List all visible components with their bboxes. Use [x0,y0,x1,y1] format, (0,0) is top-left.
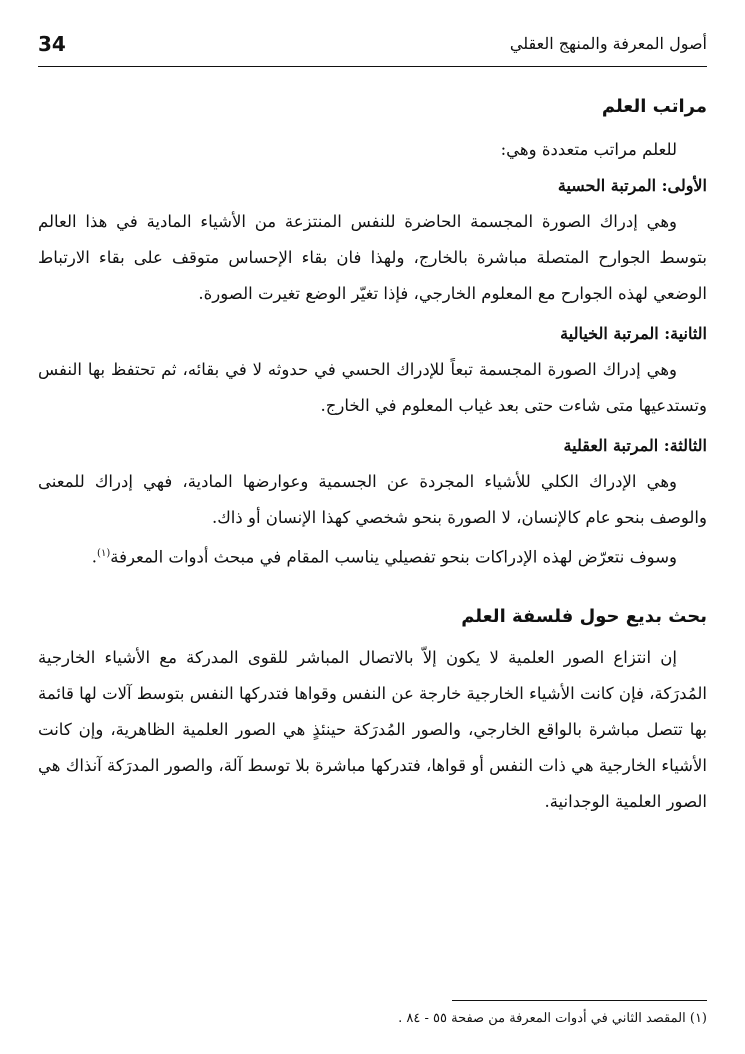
levels-intro: للعلم مراتب متعددة وهي: [500,140,677,159]
page-number: 34 [38,32,66,56]
philosophy-text: إن انتزاع الصور العلمية لا يكون إلاّ بالاتصال المباشر للقوى المدركة مع الأشياء الخارجية المُدرَكة، فإن كانت الأشياء الخارجية خارجة عن النفس وقواها فتدركها النفس بتوسط آلات لها قائمة بها تتصل مباشرة بالواقع الخارجي، والصور المُدرَكة حينئذٍ هي الصور العلمية الظاهرية، وإن كانت الأشياء الخارجية هي ذات النفس أو قواها، فتدركها مباشرة بلا توسط آلة، والصور المدرَكة آنذاك هي الصور العلمية الوجدانية. [38,647,707,811]
closing-text: وسوف نتعرّض لهذه الإدراكات بنحو تفصيلي يناسب المقام في مبحث أدوات المعرفة [110,547,677,567]
closing-end: . [91,547,98,567]
level-1-text: وهي إدراك الصورة المجسمة الحاضرة للنفس المنتزعة من الأشياء المادية في هذا العالم بتوسط الجوارح المتصلة مباشرة بالخارج، ولهذا فان بقاء الإحساس متوقف على بقاء الارتباط الوضعي لهذه الجوارح مع المعلوم الخارجي، فإذا تغيّر الوضع تغيرت الصورة. [38,212,707,303]
footnote-rule [452,1000,707,1001]
footnote-text: المقصد الثاني في أدوات المعرفة من صفحة ٥٥ - ٨٤ . [398,1011,686,1026]
level-3-text: وهي الإدراك الكلي للأشياء المجردة عن الجسمية وعوارضها المادية، فهي إدراك للمعنى والوصف بنحو عام كالإنسان، لا الصورة بنحو شخصي كهذا الإنسان أو ذاك. [38,472,707,527]
closing-paragraph [38,536,707,576]
page-body [38,92,707,820]
level-1-title: الأولى: المرتبة الحسية [557,176,707,195]
level-2-title: الثانية: المرتبة الخيالية [560,324,707,343]
footnote-ref[interactable]: (١) [97,548,111,559]
section-title-philosophy: بحث بديع حول فلسفة العلم [461,605,707,627]
level-2-text: وهي إدراك الصورة المجسمة تبعاً للإدراك الحسي في حدوثه لا في بقائه، ثم تحتفظ بها النفس وتستدعيها متى شاءت حتى بعد غياب المعلوم في الخارج. [38,360,707,415]
footnote-number: (١) [689,1011,707,1026]
footnote [38,1008,707,1030]
page-header [38,28,707,66]
running-title: أصول المعرفة والمنهج العقلي [509,34,707,53]
section-title-levels: مراتب العلم [601,96,707,117]
header-rule [38,66,707,67]
level-3-title: الثالثة: المرتبة العقلية [563,436,707,455]
